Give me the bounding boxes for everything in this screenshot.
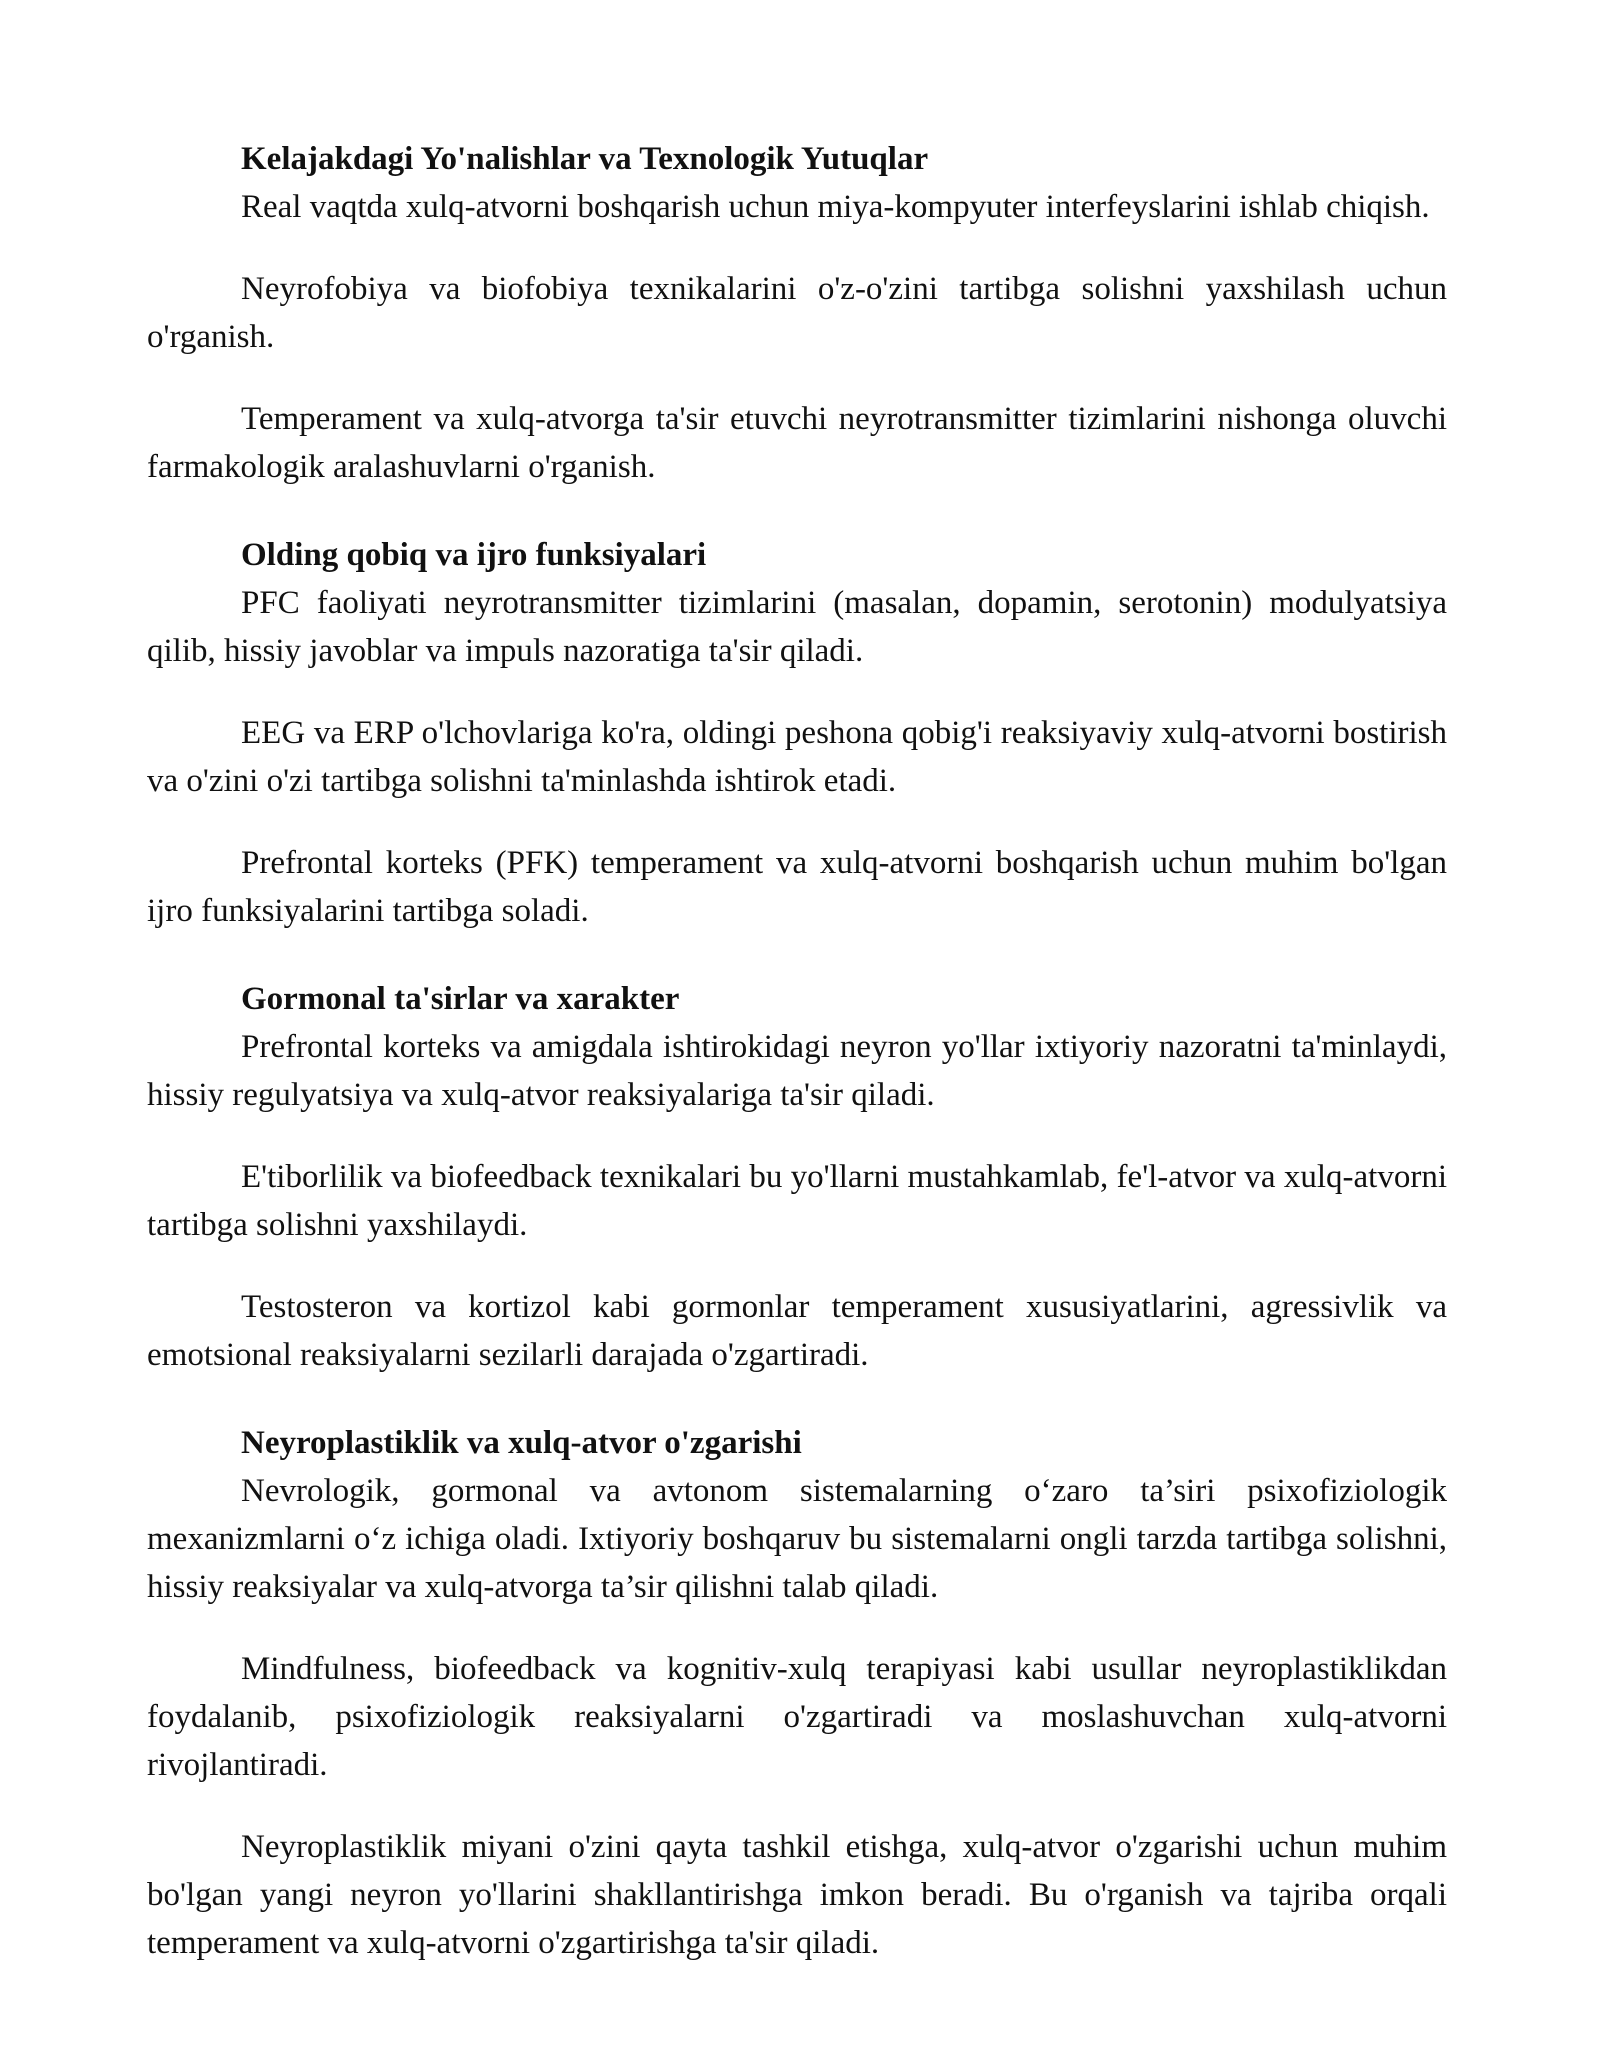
section-heading: Kelajakdagi Yo'nalishlar va Texnologik Yutuqlar bbox=[241, 141, 929, 177]
paragraph: Nevrologik, gormonal va avtonom sistemalarning o‘zaro ta’siri psixofiziologik mexanizmlarni o‘z ichiga oladi. Ixtiyoriy boshqaruv bu sistemalarni ongli tarzda tartibga solishni, hissiy reaksiyalar va xulq-atvorga ta’sir qilishni talab qiladi. bbox=[147, 1473, 1447, 1605]
document-page bbox=[147, 135, 1447, 2007]
paragraph: Mindfulness, biofeedback va kognitiv-xulq terapiyasi kabi usullar neyroplastiklikdan foydalanib, psixofiziologik reaksiyalarni o'zgartiradi va moslashuvchan xulq-atvorni rivojlantiradi. bbox=[147, 1651, 1447, 1783]
section-heading: Neyroplastiklik va xulq-atvor o'zgarishi bbox=[241, 1425, 802, 1461]
paragraph: E'tiborlilik va biofeedback texnikalari bu yo'llarni mustahkamlab, fe'l-atvor va xulq-atvorni tartibga solishni yaxshilaydi. bbox=[147, 1159, 1447, 1243]
paragraph: Testosteron va kortizol kabi gormonlar temperament xususiyatlarini, agressivlik va emotsional reaksiyalarni sezilarli darajada o'zgartiradi. bbox=[147, 1289, 1447, 1373]
section-prefrontal-executive bbox=[147, 531, 1447, 935]
section-heading: Olding qobiq va ijro funksiyalari bbox=[241, 537, 707, 573]
section-future-directions bbox=[147, 135, 1447, 491]
paragraph: Prefrontal korteks (PFK) temperament va xulq-atvorni boshqarish uchun muhim bo'lgan ijro funksiyalarini tartibga soladi. bbox=[147, 845, 1447, 929]
section-neuroplasticity bbox=[147, 1419, 1447, 1967]
section-hormonal-influences bbox=[147, 975, 1447, 1379]
paragraph: EEG va ERP o'lchovlariga ko'ra, oldingi peshona qobig'i reaksiyaviy xulq-atvorni bostirish va o'zini o'zi tartibga solishni ta'minlashda ishtirok etadi. bbox=[147, 715, 1447, 799]
section-heading: Gormonal ta'sirlar va xarakter bbox=[241, 981, 680, 1017]
paragraph: Neyrofobiya va biofobiya texnikalarini o'z-o'zini tartibga solishni yaxshilash uchun o'rganish. bbox=[147, 271, 1447, 355]
paragraph: Real vaqtda xulq-atvorni boshqarish uchun miya-kompyuter interfeyslarini ishlab chiqish. bbox=[241, 189, 1430, 225]
paragraph: PFC faoliyati neyrotransmitter tizimlarini (masalan, dopamin, serotonin) modulyatsiya qilib, hissiy javoblar va impuls nazoratiga ta'sir qiladi. bbox=[147, 585, 1447, 669]
paragraph: Neyroplastiklik miyani o'zini qayta tashkil etishga, xulq-atvor o'zgarishi uchun muhim bo'lgan yangi neyron yo'llarini shakllantirishga imkon beradi. Bu o'rganish va tajriba orqali temperament va xulq-atvorni o'zgartirishga ta'sir qiladi. bbox=[147, 1829, 1447, 1961]
paragraph: Prefrontal korteks va amigdala ishtirokidagi neyron yo'llar ixtiyoriy nazoratni ta'minlaydi, hissiy regulyatsiya va xulq-atvor reaksiyalariga ta'sir qiladi. bbox=[147, 1029, 1447, 1113]
paragraph: Temperament va xulq-atvorga ta'sir etuvchi neyrotransmitter tizimlarini nishonga oluvchi farmakologik aralashuvlarni o'rganish. bbox=[147, 401, 1447, 485]
